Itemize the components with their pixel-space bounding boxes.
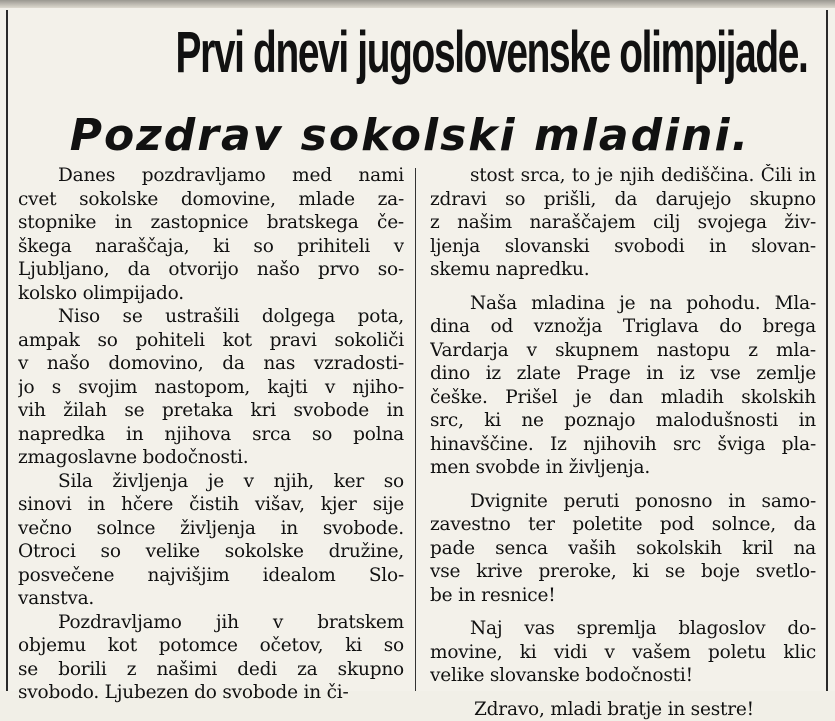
text-line: Naj vas spremlja blagoslov do- bbox=[430, 617, 816, 641]
text-line: movine, ki vidi v vašem poletu klic bbox=[430, 641, 816, 665]
text-line: jo s svojim nastopom, kajti v njiho- bbox=[18, 376, 404, 400]
text-line: cvet sokolske domovine, mlade za- bbox=[18, 188, 404, 212]
paragraph bbox=[18, 164, 404, 305]
text-line: be in resnice! bbox=[430, 584, 816, 608]
text-line: češke. Prišel je dan mladih skolskih bbox=[430, 386, 816, 410]
text-line: zmagoslavne bodočnosti. bbox=[18, 446, 404, 470]
paragraph bbox=[18, 305, 404, 470]
headline: Prvi dnevi jugoslovenske olimpijade. bbox=[176, 18, 645, 88]
text-line: z našim naraščajem cilj svojega živ- bbox=[430, 211, 816, 235]
text-line: škega naraščaja, ki so prihiteli v bbox=[18, 235, 404, 259]
left-border-rule bbox=[6, 10, 8, 691]
text-line: Vardarja v skupnem nastopu z mla- bbox=[430, 339, 816, 363]
text-line: kolsko olimpijado. bbox=[18, 282, 404, 306]
right-column bbox=[430, 164, 816, 721]
text-line: dino iz zlate Prage in iz vse zemlje bbox=[430, 362, 816, 386]
subheadline: Pozdrav sokolski mladini. bbox=[40, 108, 780, 164]
text-line: dina od vznožja Triglava do brega bbox=[430, 315, 816, 339]
text-line: ljenja slovanski svobodi in slovan- bbox=[430, 235, 816, 259]
text-line: skemu napredku. bbox=[430, 258, 816, 282]
text-line: src, ki ne poznajo malodušnosti in bbox=[430, 409, 816, 433]
paragraph bbox=[18, 470, 404, 611]
text-line: vse krive preroke, ki se boje svetlo- bbox=[430, 560, 816, 584]
top-rule bbox=[0, 0, 835, 8]
right-border-rule bbox=[826, 10, 828, 691]
paragraph bbox=[430, 292, 816, 480]
text-line: svobodo. Ljubezen do svobode in či- bbox=[18, 681, 404, 705]
text-line: men svobde in življenja. bbox=[430, 456, 816, 480]
text-line: hinavščine. Iz njihovih src šviga pla- bbox=[430, 433, 816, 457]
text-line: zavestno ter poletite pod solnce, da bbox=[430, 513, 816, 537]
text-line: objemu kot potomce očetov, ki so bbox=[18, 634, 404, 658]
paragraph bbox=[430, 164, 816, 282]
paragraph bbox=[18, 611, 404, 705]
paragraph bbox=[430, 490, 816, 608]
text-line: Zdravo, mladi bratje in sestre! bbox=[430, 698, 816, 721]
text-line: vih žilah se pretaka kri svobode in bbox=[18, 399, 404, 423]
text-line: pade senca vaših sokolskih kril na bbox=[430, 537, 816, 561]
text-line: zdravi so prišli, da darujejo skupno bbox=[430, 188, 816, 212]
text-line: vanstva. bbox=[18, 587, 404, 611]
text-line: sinovi in hčere čistih višav, kjer sije bbox=[18, 493, 404, 517]
text-line: se borili z našimi dedi za skupno bbox=[18, 658, 404, 682]
text-line: posvečene najvišjim idealom Slo- bbox=[18, 564, 404, 588]
text-line: Danes pozdravljamo med nami bbox=[18, 164, 404, 188]
text-line: Pozdravljamo jih v bratskem bbox=[18, 611, 404, 635]
text-line: Otroci so velike sokolske družine, bbox=[18, 540, 404, 564]
text-line: Sila življenja je v njih, ker so bbox=[18, 470, 404, 494]
text-line: velike slovanske bodočnosti! bbox=[430, 664, 816, 688]
text-line: napredka in njihova srca so polna bbox=[18, 423, 404, 447]
text-line: Niso se ustrašili dolgega pota, bbox=[18, 305, 404, 329]
paragraph bbox=[430, 698, 816, 721]
text-line: stopnike in zastopnice bratskega če- bbox=[18, 211, 404, 235]
left-column bbox=[18, 164, 404, 705]
text-line: ampak so pohiteli kot pravi sokoliči bbox=[18, 329, 404, 353]
text-line: Ljubljano, da otvorijo našo prvo so- bbox=[18, 258, 404, 282]
text-line: stost srca, to je njih dediščina. Čili in bbox=[430, 164, 816, 188]
text-line: v našo domovino, da nas vzradosti- bbox=[18, 352, 404, 376]
text-line: večno solnce življenja in svobode. bbox=[18, 517, 404, 541]
text-line: Dvignite peruti ponosno in samo- bbox=[430, 490, 816, 514]
text-line: Naša mladina je na pohodu. Mla- bbox=[430, 292, 816, 316]
paragraph bbox=[430, 617, 816, 688]
column-divider bbox=[415, 168, 416, 691]
